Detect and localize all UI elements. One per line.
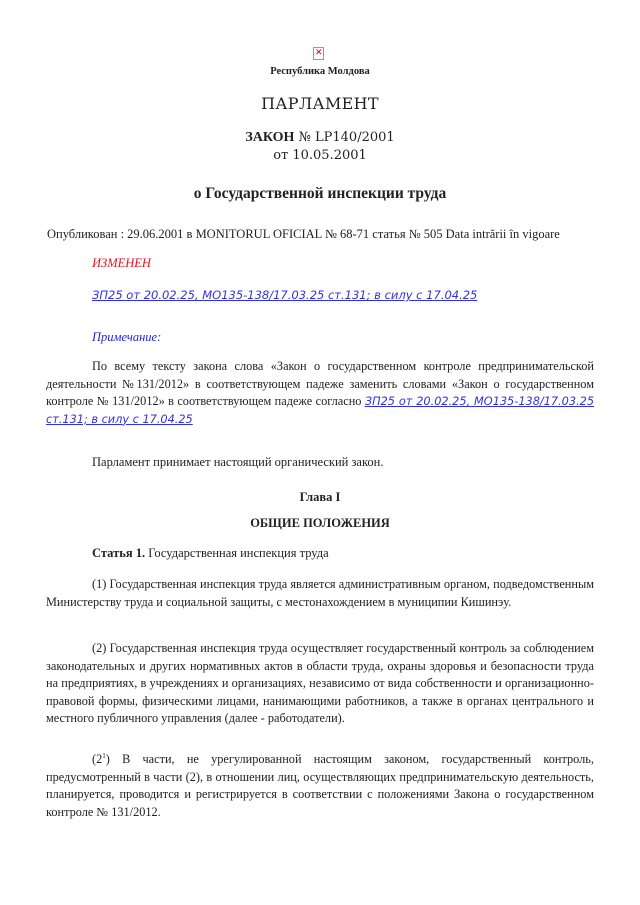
amendment-link[interactable]: ЗП25 от 20.02.25, MO135-138/17.03.25 ст.131; в силу с 17.04.25 [92,288,478,302]
note-text: По всему тексту закона слова «Закон о государственном контроле предпринимательской деятельности №131/2012» в соответствующем падеже заменить словами «Закон о государственном контроле № 131/2012» в соответствующем падеже согласно [46,359,594,408]
note-amendment-link[interactable]: ЗП25 от 20.02.25, MO135-138/17.03.25 ст.131; в силу с 17.04.25 [46,395,595,426]
parliament-heading: ПАРЛАМЕНТ [261,94,379,113]
broken-image-icon: ✕ [315,48,323,58]
paragraph-2 [46,640,594,728]
paragraph-2-1 [46,751,594,821]
law-number: № LP140/2001 [298,130,395,145]
paragraph-1-text: (1) Государственная инспекция труда является административным органом, подведомственным Министерству труда и социальной защиты, с местонахождением в муниципии Кишинэу. [46,577,594,609]
amended-status: ИЗМЕНЕН [92,256,151,270]
law-label: ЗАКОН [245,130,295,145]
section-heading: ОБЩИЕ ПОЛОЖЕНИЯ [250,516,390,530]
adoption-statement: Парламент принимает настоящий органический закон. [92,455,384,469]
paragraph-2-1-text: ) В части, не урегулированной настоящим законом, государственный контроль, предусмотренный в части (2), в отношении лиц, осуществляющих предпринимательскую деятельность, планируется, проводится и регистрируется в соответствии с положениями Закона о государственном контроле № 131/2012. [46,752,594,819]
chapter-heading: Глава I [299,490,341,504]
law-number-line [0,130,640,146]
note-label: Примечание: [92,330,162,344]
article-heading [92,546,329,561]
republic-heading: Республика Молдова [270,66,370,77]
paragraph-1 [46,576,594,611]
law-date: от 10.05.2001 [273,148,367,163]
article-title: Государственная инспекция труда [145,546,329,560]
publication-info: Опубликован : 29.06.2001 в MONITORUL OFICIAL № 68-71 статья № 505 Data intrării în vigoare [47,227,560,241]
paragraph-2-1-superscript: 1 [102,751,106,760]
article-label: Статья 1. [92,546,146,560]
law-title: о Государственной инспекции труда [193,185,447,202]
note-paragraph [46,358,594,428]
paragraph-2-text: (2) Государственная инспекция труда осуществляет государственный контроль за соблюдением законодательных и других нормативных актов в области труда, охраны здоровья и безопасности труда на предприятиях, в учреждениях и организациях, независимо от вида собственности и организационно-правовой формы, физическими лицами, нанимающими работников, а также в органах центрального и местного публичного управления (далее - работодатели). [46,641,594,725]
paragraph-2-1-prefix: (2 [92,752,103,766]
